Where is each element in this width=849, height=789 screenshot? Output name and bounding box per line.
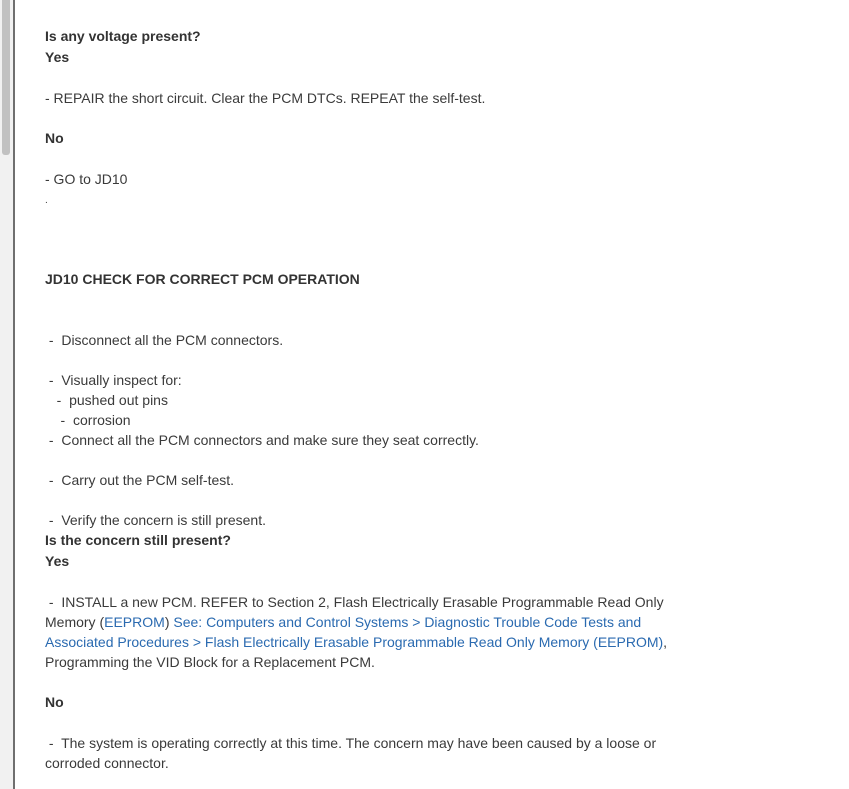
vertical-scrollbar[interactable] xyxy=(0,0,13,789)
question-voltage: Is any voltage present? xyxy=(45,28,201,44)
answer-yes-label: Yes xyxy=(45,49,70,65)
jd10-heading: JD10 CHECK FOR CORRECT PCM OPERATION xyxy=(45,271,360,287)
substep-corrosion: - corrosion xyxy=(45,412,131,428)
content-left-border xyxy=(13,0,15,789)
yes-action: - REPAIR the short circuit. Clear the PCM DTCs. REPEAT the self-test. xyxy=(45,90,486,106)
trailing-dot: . xyxy=(45,195,48,206)
step-inspect: - Visually inspect for: xyxy=(45,372,182,388)
step-self-test: - Carry out the PCM self-test. xyxy=(45,472,235,488)
memory-mid: ) xyxy=(164,614,174,630)
yes-procedures-line xyxy=(45,632,667,652)
answer-yes-label-2: Yes xyxy=(45,553,70,569)
substep-pushed-out-pins: - pushed out pins xyxy=(45,392,168,408)
yes-memory-line xyxy=(45,612,641,632)
yes-install-line: - INSTALL a new PCM. REFER to Section 2, Flash Electrically Erasable Programmable Read Only xyxy=(45,594,664,610)
no-action: - GO to JD10 xyxy=(45,171,128,187)
no-system-line: - The system is operating correctly at this time. The concern may have been caused by a loose or xyxy=(45,735,657,751)
answer-no-label: No xyxy=(45,130,64,146)
associated-procedures-link[interactable]: Associated Procedures > Flash Electrically Erasable Programmable Read Only Memory (EEPROM) xyxy=(45,634,664,650)
step-verify: - Verify the concern is still present. xyxy=(45,512,266,528)
question-concern: Is the concern still present? xyxy=(45,532,231,548)
step-disconnect: - Disconnect all the PCM connectors. xyxy=(45,332,284,348)
eeprom-link[interactable]: EEPROM xyxy=(104,614,165,630)
step-connect: - Connect all the PCM connectors and make sure they seat correctly. xyxy=(45,432,479,448)
yes-programming-line: Programming the VID Block for a Replacement PCM. xyxy=(45,654,375,670)
no-connector-line: corroded connector. xyxy=(45,755,169,771)
procedures-suffix: , xyxy=(663,634,668,650)
see-computers-link[interactable]: See: Computers and Control Systems > Diagnostic Trouble Code Tests and xyxy=(173,614,642,630)
memory-prefix: Memory ( xyxy=(45,614,105,630)
scrollbar-thumb[interactable] xyxy=(2,0,10,155)
answer-no-label-2: No xyxy=(45,694,64,710)
